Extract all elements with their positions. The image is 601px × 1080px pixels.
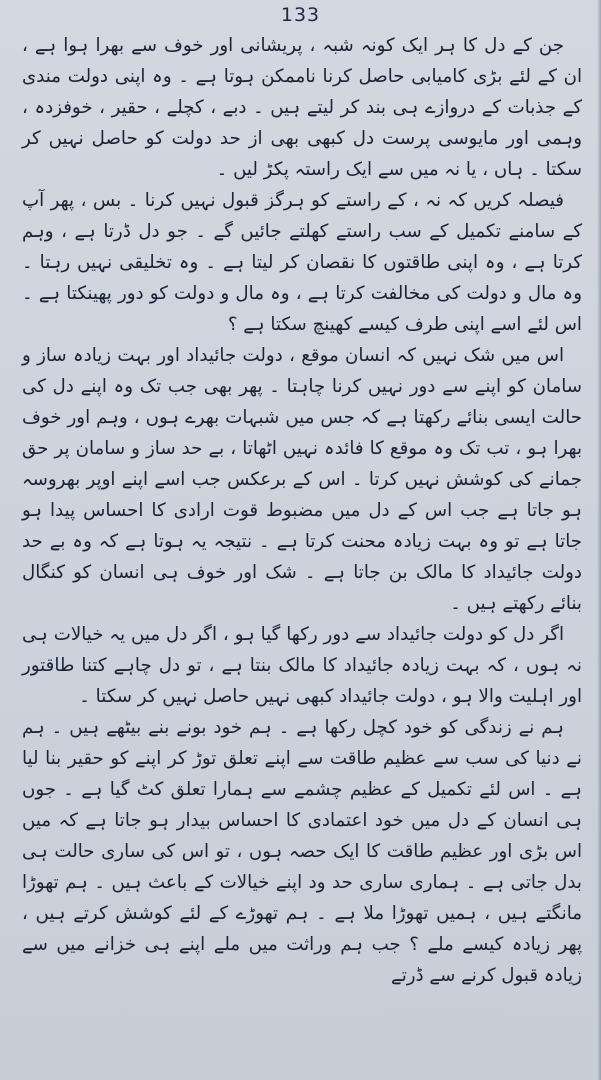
paragraph-2: فیصلہ کریں کہ نہ ، کے راستے کو ہرگز قبول نہیں کرنا ۔ بس ، پھر آپ کے سامنے تکمیل کے سب راستے کھلتے جائیں گے ۔ جو دل ڈرتا ہے ، وہم کرتا ہے ، وہ اپنی طاقتوں کا نقصان کر لیتا ہے ۔ وہ تخلیقی نہیں رہتا ۔ وہ مال و دولت کی مخالفت کرتا ہے ، وہ مال و دولت کو دور پھینکتا ہے ۔ اس لئے اسے اپنی طرف کیسے کھینچ سکتا ہے ؟ bbox=[22, 190, 582, 335]
page-body-text bbox=[22, 30, 582, 991]
page-binding-edge bbox=[597, 0, 601, 1080]
paragraph-4: اگر دل کو دولت جائیداد سے دور رکھا گیا ہو ، اگر دل میں یہ خیالات ہی نہ ہوں ، کہ بہت زیادہ جائیداد کا مالک بنتا ہے ، تو دل چاہے کتنا طاقتور اور اہلیت والا ہو ، دولت جائیداد کبھی نہیں حاصل نہیں کر سکتا ۔ bbox=[22, 624, 582, 707]
page-number: 133 bbox=[280, 4, 321, 26]
paragraph-5: ہم نے زندگی کو خود کچل رکھا ہے ۔ ہم خود بونے بنے بیٹھے ہیں ۔ ہم نے دنیا کی سب سے عظیم طاقت سے اپنے تعلق توڑ کر اپنے کو حقیر بنا لیا ہے ۔ اس لئے تکمیل کے عظیم چشمے سے ہمارا تعلق کٹ گیا ہے ۔ جوں ہی انسان کے دل میں خود اعتمادی کا احساس بیدار ہو جاتا ہے کہ میں اس بڑی اور عظیم طاقت کا ایک حصہ ہوں ، تو اس کی ساری حالت ہی بدل جاتی ہے ۔ ہماری ساری حد ود اپنے خیالات کے باعث ہیں ۔ ہم تھوڑا مانگتے ہیں ، ہمیں تھوڑا ملا ہے ۔ ہم تھوڑے کے لئے کوشش کرتے ہیں ، پھر زیادہ کیسے ملے ؟ جب ہم وراثت میں ملے اپنے ہی خزانے میں سے زیادہ قبول کرنے سے ڈرتے bbox=[22, 717, 582, 986]
paragraph-1: جن کے دل کا ہر ایک کونہ شبہ ، پریشانی اور خوف سے بھرا ہوا ہے ، ان کے لئے بڑی کامیابی حاصل کرنا ناممکن ہوتا ہے ۔ وہ اپنی دولت مندی کے جذبات کے دروازے ہی بند کر لیتے ہیں ۔ دبے ، کچلے ، حقیر ، خوفزدہ ، وہمی اور مایوسی پرست دل کبھی بھی از حد دولت کو حاصل نہیں کر سکتا ۔ ہاں ، یا نہ میں سے ایک راستہ پکڑ لیں ۔ bbox=[22, 35, 582, 180]
paragraph-3: اس میں شک نہیں کہ انسان موقع ، دولت جائیداد اور بہت زیادہ ساز و سامان کو اپنے سے دور نہیں کرنا چاہتا ۔ پھر بھی جب تک وہ اپنے دل کی حالت ایسی بنائے رکھتا ہے کہ جس میں شبہات بھرے ہوں ، وہم اور خوف بھرا ہو ، تب تک وہ موقع کا فائدہ نہیں اٹھاتا ، بے حد ساز و سامان پر حق جمانے کی کوشش نہیں کرتا ۔ اس کے برعکس جب اسے اپنے اوپر بھروسہ ہو جاتا ہے جب اس کے دل میں مضبوط قوت ارادی کا احساس پیدا ہو جاتا ہے تو وہ بہت زیادہ محنت کرتا ہے ۔ نتیجہ یہ ہوتا ہے کہ وہ بے حد دولت جائیداد کا مالک بن جاتا ہے ۔ شک اور خوف ہی انسان کو کنگال بنائے رکھتے ہیں ۔ bbox=[22, 345, 582, 614]
